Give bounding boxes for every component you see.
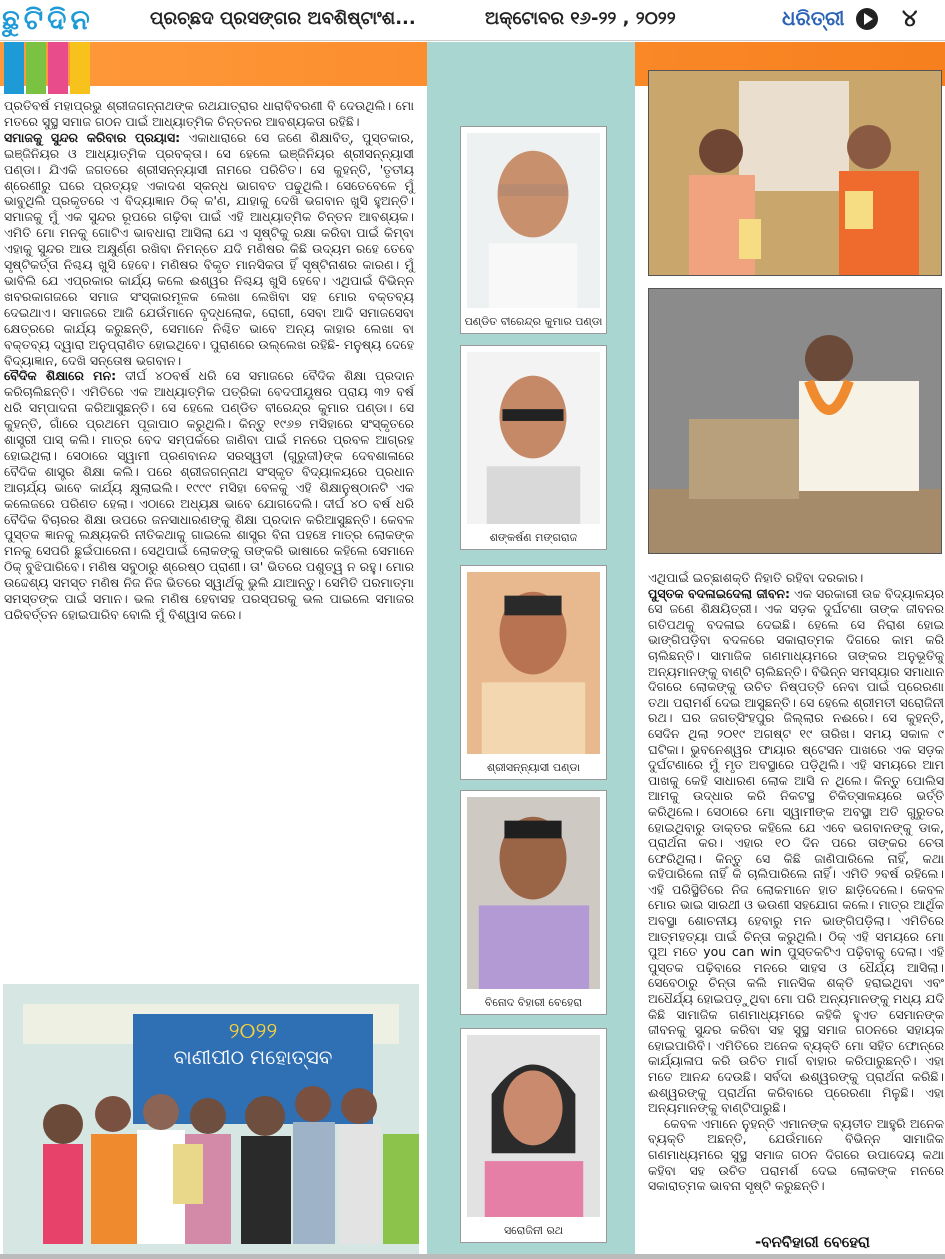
paragraph: ପୁସ୍ତକ ବଦଳାଇଦେଲା ଜୀବନ: ଏକ ସରକାରୀ ଉଚ୍ଚ ବିଦ୍ୟାଳୟର ସେ ଜଣେ ଶିକ୍ଷୟିତ୍ରୀ। ଏକ ସଡ଼କ ଦୁର୍ଘଟଣା ତାଙ୍କ ଜୀବନର ଗତିପଥକୁ ବଦଳାଇ ଦେଇଛି। ହେଲେ ସେ ନିରାଶ ହୋଇ ଭାଙ୍ଗିପଡ଼ିବା ବଦଳରେ ସକାରାତ୍ମକ ଦିଗରେ କାମ କରି ଚାଲିଛନ୍ତି। ସାମାଜିକ ଗଣମାଧ୍ୟମରେ ତାଙ୍କର ଅନୁଭୂତିକୁ ଅନ୍ୟମାନଙ୍କୁ ବାଣ୍ଟି ଚାଲିଛନ୍ତି। ବିଭିନ୍ନ ସମସ୍ୟାର ସମାଧାନ ଦିଗରେ ଲୋକଙ୍କୁ ଉଚିତ ନିଷ୍ପତ୍ତି ନେବା ପାଇଁ ପ୍ରେରଣା ତଥା ପରାମର୍ଶ ଦେଇ ଆସୁଛନ୍ତି। ସେ ହେଲେ ଶ୍ରୀମତୀ ସରୋଜିନୀ ରଥ। ଘର ଜଗତ୍‌ସିଂହପୁର ଜିଲ୍ଲାର ନଈରେ। ସେ କୁହନ୍ତି, ସେଦିନ ଥିଲା ୨୦୧୯ ଅଗଷ୍ଟ ୧୯ ତାରିଖ। ସମୟ ସକାଳ ୯ ଘଟିକା। ଭୁବନେଶ୍ୱର ଫାୟାର ଷ୍ଟେସନ ପାଖରେ ଏକ ସଡ଼କ ଦୁର୍ଘଟଣାରେ ମୁଁ ମୃତ ଅବସ୍ଥାରେ ପଡ଼ିଥିଲି। ଏହି ସମୟରେ ଆମ ପାଖକୁ କେହି ସାଧାରଣ ଲୋକ ଆସି ନ ଥିଲେ। କିନ୍ତୁ ପୋଲିସ ଆମକୁ ଉଦ୍ଧାର କରି ନିକଟସ୍ଥ ଚିକିତ୍ସାଳୟରେ ଭର୍ତ୍ତି କରିଥିଲେ। ସେଠାରେ ମୋ ସ୍ୱାମୀଙ୍କ ଅବସ୍ଥା ଅତି ଗୁରୁତର ହୋଇଥିବାରୁ ଡାକ୍ତର କହିଲେ ଯେ ଏବେ ଭଗବାନଙ୍କୁ ଡାକ, ପ୍ରାର୍ଥନା କର। ଏହାର ୧୦ ଦିନ ପରେ ତାଙ୍କର ଚେତା ଫେରିଥିଲା। କିନ୍ତୁ ସେ କିଛି ଜାଣିପାରିଲେ ନାହିଁ, କଥା କହିପାରିଲେ ନାହିଁ କି ଚାଲିପାରିଲେ ନାହିଁ। ଏମିତି ୨ବର୍ଷ ରହିଲେ। ଏହି ପରିସ୍ଥିତିରେ ନିଜ ଲୋକମାନେ ହାତ ଛାଡ଼ିଦେଲେ। କେବଳ ମୋର ଭାଇ ସାରଥୀ ଓ ଭଉଣୀ ସହଯୋଗ କଲେ। ମାତ୍ର ଆର୍ଥିକ ଅବସ୍ଥା ଶୋଚନୀୟ ହେବାରୁ ମନ ଭାଙ୍ଗିପଡ଼ିଲା। ଏମିତିରେ ଆତ୍ମହତ୍ୟା ପାଇଁ ଚିନ୍ତା କରୁଥିଲି। ଠିକ୍ ଏହି ସମୟରେ ମୋ ପୁଅ ମତେ you can win ପୁସ୍ତକଟିଏ ପଢ଼ିବାକୁ ଦେଲା। ଏହି ପୁସ୍ତକ ପଢ଼ିବାରେ ମନରେ ସାହସ ଓ ଧୈର୍ଯ୍ୟ ଆସିଲା। ସେବେଠାରୁ ଚିନ୍ତା କଲି ମାନସିକ ଶକ୍ତି ହରାଇଥିବା ଏବଂ ଅଧୈର୍ଯ୍ୟ ହୋଇପଡ଼ୁଥିବା ମୋ ପରି ଅନ୍ୟମାନଙ୍କୁ ମଧ୍ୟ ଯଦି କିଛି ସାମାଜିକ ଗଣମାଧ୍ୟମରେ କହିକି ହୁଏତ ସେମାନଙ୍କ ଜୀବନକୁ ସୁନ୍ଦର କରିବା ସହ ସୁସ୍ଥ ସମାଜ ଗଠନରେ ସହାୟକ ହୋଇପାରିବି। ଏମିତିରେ ଅନେକ ବ୍ୟକ୍ତି ମୋ ସହିତ ଫୋନ୍‌ରେ କାର୍ଯ୍ୟାଳାପ କରି ଉଚିତ ମାର୍ଗ ବାହାର କରିପାରୁଛନ୍ତି। ଏହା ମତେ ଆନନ୍ଦ ଦେଉଛି। ସର୍ବଦା ଈଶ୍ୱରଙ୍କୁ ପ୍ରାର୍ଥନା କରିଛି। ଈଶ୍ୱରଙ୍କୁ ପ୍ରାର୍ଥନା କରିବାରେ ପ୍ରେରଣା ମିଳୁଛି। ଏହା ଅନ୍ୟମାନଙ୍କୁ ବାଣ୍ଟିପାରୁଛି। (648, 585, 944, 1116)
portrait-card (460, 790, 607, 1015)
portrait-card (460, 126, 607, 334)
issue-date: ଅକ୍ଟୋବର ୧୬-୨୨ , ୨୦୨୨ (485, 8, 676, 29)
portrait-caption: ସରୋଜିନୀ ରଥ (503, 1224, 564, 1237)
portrait-card (460, 345, 607, 550)
page-header (0, 0, 945, 41)
subheading: ସମାଜକୁ ସୁନ୍ଦର କରିବାର ପ୍ରୟାସ: (4, 129, 181, 145)
portrait-card (460, 1028, 607, 1243)
paragraph: ଏଥିପାଇଁ ଇଚ୍ଛାଶକ୍ତି ନିହାତି ରହିବା ଦରକାର। (648, 570, 864, 585)
color-band-blue (4, 42, 24, 94)
logo-char: ଟି (23, 3, 44, 36)
play-icon (856, 8, 878, 30)
footer-divider (0, 1254, 945, 1259)
paragraph: ସମାଜକୁ ସୁନ୍ଦର କରିବାର ପ୍ରୟାସ: ଏକାଧାରାରେ ସେ ଜଣେ ଶିକ୍ଷାବିତ୍, ପୁସ୍ତକାର, ଇଞ୍ଜିନିୟର ଓ ଆଧ୍ୟାତ୍ମିକ ପ୍ରବକ୍ତା। ସେ ହେଲେ ଇଞ୍ଜିନିୟର ଶ୍ରୀସନ୍ନ୍ୟାସୀ ପଣ୍ଡା। ଯିଏକି ଜଗତରେ ଶ୍ରୀସନ୍ନ୍ୟାସୀ ନାମରେ ପରିଚିତ। ସେ କୁହନ୍ତି, 'ତୃତୀୟ ଶ୍ରେଣୀରୁ ଘରେ ପ୍ରତ୍ୟହ ଏକାଦଶ ସ୍କନ୍ଧ ଭାଗବତ ପଢୁଥିଲି। ସେତେବେଳେ ମୁଁ ଭାବୁଥିଲି ପ୍ରକୃତରେ ଏ ବିଦ୍ୟାଜ୍ଞାନ ଠିକ୍ କ'ଣ, ଯାହାକୁ ଦେଖି ଭଗବାନ ଖୁସି ହୁଅନ୍ତି। ସମାଜକୁ ମୁଁ ଏକ ସୁନ୍ଦର ରୂପରେ ଗଢ଼ିବା ପାଇଁ ଏହି ଆଧ୍ୟାତ୍ମିକ ଚିନ୍ତନ ଆବଶ୍ୟକ। ଏମିତି ମୋ ମନକୁ ଗୋଟିଏ ଭାବଧାରା ଆସିଲା ଯେ ଏ ସୃଷ୍ଟିକୁ ରକ୍ଷା କରିବା ପାଇଁ କିମ୍ବା ଏହାକୁ ସୁନ୍ଦର ଆଉ ଅକ୍ଷୁର୍ଣ୍ଣ ରଖିବା ନିମନ୍ତେ ଯଦି ମଣିଷର କିଛି ଉଦ୍ୟମ ରହେ ତେବେ ସୃଷ୍ଟିକର୍ତ୍ତା ନିଶ୍ଚୟ ଖୁସି ହେବେ। ମଣିଷର ବିକୃତ ମାନସିକତା ହିଁ ସୃଷ୍ଟିନାଶର କାରଣ। ମୁଁ ଭାବିଲି ଯେ ଏପ୍ରକାର କାର୍ଯ୍ୟ କଲେ ଈଶ୍ୱର ନିଶ୍ଚୟ ଖୁସି ହେବେ। ଏଥିପାଇଁ ବିଭିନ୍ନ ଖବରକାଗଜରେ ସମାଜ ସଂସ୍କାରମୂଳକ ଲେଖା ଲେଖିବା ସହ ମୋର ବକ୍ତବ୍ୟ ଦେଇଥାଏ। ସମାଜରେ ଆଜି ଯେଉଁମାନେ ବୃଦ୍ଧଲୋକ, ରୋଗୀ, ସେବା ଆଦି ସମାଜସେବା କ୍ଷେତ୍ରରେ କାର୍ଯ୍ୟ କରୁଛନ୍ତି, ସେମାନେ ନିଶ୍ଚିତ ଭାବେ ଅନ୍ୟ କାହାର ଲେଖା ବା ବକ୍ତବ୍ୟ ଦ୍ୱାରା ଅନୁପ୍ରାଣିତ ହୋଇଥିବେ। ପୁରାଣରେ ଉଲ୍ଲେଖ ରହିଛି- ମନୁଷ୍ୟ ଦେହେ ବିଦ୍ୟାଜ୍ଞାନ, ଦେଖି ସନ୍ତୋଷ ଭଗବାନ। (4, 129, 414, 368)
event-photo (3, 984, 419, 1254)
page-topic: ପ୍ରଚ୍ଛଦ ପ୍ରସଙ୍ଗର ଅବଶିଷ୍ଟାଂଶ... (150, 8, 416, 29)
logo-char: ଛୁ (2, 3, 20, 36)
page-number: ୪ (902, 4, 918, 32)
subheading: ପୁସ୍ତକ ବଦଳାଇଦେଲା ଜୀବନ: (648, 585, 790, 601)
brand-logo: ଧରିତ୍ରୀ (782, 6, 845, 30)
author-byline: -ବନବିହାରୀ ବେହେରା (755, 1233, 870, 1251)
logo-char: ନ (70, 3, 90, 36)
portrait-caption: ଶଙ୍କର୍ଷଣ ମଙ୍ଗରାଜ (489, 531, 578, 544)
paragraph: ବୈଦିକ ଶିକ୍ଷାରେ ମନ: ଦୀର୍ଘ ୪୦ବର୍ଷ ଧରି ସେ ସମାଜରେ ବୈଦିକ ଶିକ୍ଷା ପ୍ରଦାନ କରିଚାଲିଛନ୍ତି। ଏମିତିରେ ଏକ ଆଧ୍ୟାତ୍ମିକ ପତ୍ରିକା ବେଦପୀୟୂଷର ପ୍ରାୟ ୩୨ ବର୍ଷ ଧରି ସମ୍ପାଦନା କରିଆସୁଛନ୍ତି। ସେ ହେଲେ ପଣ୍ଡିତ ବୀରେନ୍ଦ୍ର କୁମାର ପଣ୍ଡା। ସେ କୁହନ୍ତି, ଗାଁରେ ପ୍ରଥମେ ପୂଜାପାଠ କରୁଥିଲି। କିନ୍ତୁ ୧୯୬୭ ମସିହାରେ ସଂସ୍କୃତରେ ଶାସ୍ତ୍ରୀ ପାସ୍ କଲି। ମାତ୍ର ବେଦ ସମ୍ପର୍କରେ ଜାଣିବା ପାଇଁ ମନରେ ପ୍ରବଳ ଆଗ୍ରହ ହୋଇଥିଲା। ସେଠାରେ ସ୍ୱାମୀ ପ୍ରଣବାନନ୍ଦ ସରସ୍ୱତୀ (ଗୁରୁଜୀ)ଙ୍କ ଦେବଶାଳାରେ ବୈଦିକ ଶାସ୍ତ୍ର ଶିକ୍ଷା କଲି। ପରେ ଶ୍ରୀଜଗନ୍ନାଥ ସଂସ୍କୃତ ବିଦ୍ୟାଳୟରେ ପ୍ରଧାନ ଆଚାର୍ଯ୍ୟ ଭାବେ କାର୍ଯ୍ୟ କ୍ଷୁଲାଇଲି। ୧୯୯୯ ମସିହା ବେଳକୁ ଏହି ଶିକ୍ଷାନୁଷ୍ଠାନଟି ଏକ କଲେଜରେ ପରିଣତ ହେଲା। ଏଠାରେ ଅଧ୍ୟକ୍ଷ ଭାବେ ଯୋଗଦେଲି। ଦୀର୍ଘ ୪୦ ବର୍ଷ ଧରି ବୈଦିକ ବିଚାରର ଶିକ୍ଷା ଉପରେ ଜନସାଧାରଣଙ୍କୁ ଶିକ୍ଷା ପ୍ରଦାନ କରିଆସୁଛନ୍ତି। କେବଳ ପୁସ୍ତକ ଜ୍ଞାନକୁ ଲକ୍ଷ୍ୟକରି ନୀତିକଥାକୁ ଗାଇଲେ ଶାସ୍ତ୍ର ବିନା ପହଞ୍ଚେ ମାତ୍ର ଲୋକଙ୍କ ମନକୁ ସେପରି ଛୁଇଁପାରେନା। ସେଥିପାଇଁ ଲୋକଙ୍କୁ ତାଙ୍କରି ଭାଷାରେ କହିଲେ ସେମାନେ ଠିକ୍ ବୁଝିପାରିବେ। ମଣିଷ ସବୁଠାରୁ ଶ୍ରେଷ୍ଠ ପ୍ରାଣୀ। ତା' ଭିତରେ ପଶୁତ୍ୱ ନ ରହୁ। ମୋର ଉଦ୍ଦେଶ୍ୟ ସମସ୍ତ ମଣିଷ ନିଜ ନିଜ ଭିତରେ ସ୍ୱାର୍ଥକୁ ଭୁଲି ଯାଆନ୍ତୁ। ସେମିତି ପରମାତ୍ମା ସମସ୍ତଙ୍କ ପାଇଁ ସମାନ। ଭଲ ମଣିଷ ହେବାସହ ପରସ୍ପରକୁ ଭଲ ପାଇଲେ ସମାଜର ପରିବର୍ତ୍ତନ ହୋଇପାରିବ ବୋଲି ମୁଁ ବିଶ୍ୱାସ କରେ। (4, 368, 415, 622)
speaker-photo (648, 288, 942, 554)
portrait-caption: ପଣ୍ଡିତ ବୀରେନ୍ଦ୍ର କୁମାର ପଣ୍ଡା (464, 315, 603, 328)
color-band-pink (48, 42, 68, 94)
section-logo (2, 2, 90, 38)
paragraph: କେବଳ ଏମାନେ ନୁହନ୍ତି ଏମାନଙ୍କ ବ୍ୟତୀତ ଆହୁରି ଅନେକ ବ୍ୟକ୍ତି ଅଛନ୍ତି, ଯେଉଁମାନେ ବିଭିନ୍ନ ସାମାଜିକ ଗଣମାଧ୍ୟମରେ ସୁସ୍ଥ ସମାଜ ଗଠନ ଦିଗରେ ଉପାଦେୟ କଥା କହିବା ସହ ଉଚିତ ପରାମର୍ଶ ଦେଇ ଲୋକଙ୍କ ମନରେ ସକାରାତ୍ମକ ଭାବନା ସୃଷ୍ଟି କରୁଛନ୍ତି। (648, 1115, 944, 1194)
banner-year: ୨୦୨୨ (228, 1019, 278, 1044)
color-band-yellow (70, 42, 90, 94)
temple-photo (648, 70, 942, 276)
logo-char: ଦି (47, 3, 67, 36)
banner-title: ବାଣୀପୀଠ ମହୋତ୍ସବ (173, 1045, 333, 1069)
color-band-green (26, 42, 46, 94)
article-column-3 (648, 570, 944, 1254)
subheading: ବୈଦିକ ଶିକ୍ଷାରେ ମନ: (4, 368, 117, 384)
paragraph: ପ୍ରତିବର୍ଷ ମହାପ୍ରଭୁ ଶ୍ରୀଜଗନ୍ନାଥଙ୍କ ରଥଯାତ୍ରାର ଧାରାବିବରଣୀ ବି ଦେଉଥିଲି। ମୋ ମତରେ ସୁସ୍ଥ ସମାଜ ଗଠନ ପାଇଁ ଆଧ୍ୟାତ୍ମିକ ଚିନ୍ତନର ଆବଶ୍ୟକତା ରହିଛି। (4, 98, 414, 129)
portrait-card (460, 565, 607, 780)
portrait-caption: ଶ୍ରୀସନ୍ନ୍ୟାସୀ ପଣ୍ଡା (486, 761, 581, 774)
portrait-caption: ବିନୋଦ ବିହାରୀ ବେହେରା (484, 996, 583, 1009)
article-column-1 (0, 98, 418, 968)
